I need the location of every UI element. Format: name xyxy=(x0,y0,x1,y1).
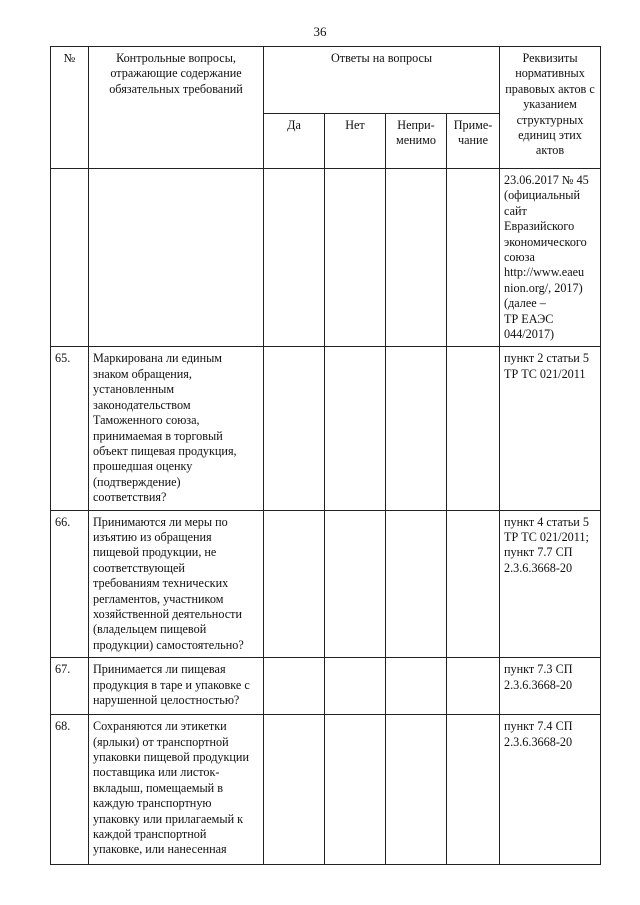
ref-line: Евразийского xyxy=(504,219,575,234)
question-line: регламентов, участником xyxy=(93,591,224,606)
question-line: Принимается ли пищевая xyxy=(93,662,226,677)
answer-na-cell[interactable] xyxy=(386,510,447,658)
answer-yes-cell[interactable] xyxy=(264,347,325,510)
ref-line: http://www.eaeu xyxy=(504,265,585,280)
answer-no-cell[interactable] xyxy=(325,510,386,658)
answer-na-cell[interactable] xyxy=(386,658,447,715)
row-number: 68. xyxy=(51,715,89,865)
ref-line: сайт xyxy=(504,203,527,218)
table-row xyxy=(51,347,601,510)
answer-no-cell[interactable] xyxy=(325,169,386,347)
ref-line: 2.3.6.3668-20 xyxy=(504,734,573,749)
row-number: 65. xyxy=(51,347,89,510)
answer-no-cell[interactable] xyxy=(325,347,386,510)
table-row xyxy=(51,658,601,715)
answer-no-cell[interactable] xyxy=(325,658,386,715)
header-no: Нет xyxy=(325,114,386,169)
answer-na-cell[interactable] xyxy=(386,347,447,510)
ref-line: пункт 7.3 СП xyxy=(504,662,573,677)
header-yes: Да xyxy=(264,114,325,169)
answer-na-cell[interactable] xyxy=(386,169,447,347)
question-line: объект пищевая продукция, xyxy=(93,443,237,458)
question-line: Таможенного союза, xyxy=(93,413,200,428)
answer-yes-cell[interactable] xyxy=(264,715,325,865)
row-ref xyxy=(500,347,601,510)
question-line: пищевой продукции, не xyxy=(93,545,217,560)
ref-line: пункт 7.7 СП xyxy=(504,545,573,560)
question-line-text: Маркирована ли единым xyxy=(93,351,222,366)
table-row xyxy=(51,169,601,347)
ref-line: 2.3.6.3668-20 xyxy=(504,677,573,692)
question-line: законодательством xyxy=(93,397,191,412)
row-ref xyxy=(500,510,601,658)
answer-note-cell[interactable] xyxy=(447,658,500,715)
row-ref xyxy=(500,715,601,865)
ref-line: ТР ЕАЭС xyxy=(504,311,554,326)
ref-line: 2.3.6.3668-20 xyxy=(504,560,573,575)
answer-no-cell[interactable] xyxy=(325,715,386,865)
ref-line: 044/2017) xyxy=(504,327,555,342)
answer-note-cell[interactable] xyxy=(447,510,500,658)
ref-line: пункт 7.4 СП xyxy=(504,719,573,734)
question-line: (подтверждение) xyxy=(93,474,181,489)
question-line: каждой транспортной xyxy=(93,827,207,842)
question-line: каждую транспортную xyxy=(93,796,212,811)
ref-line: пункт 2 статьи 5 xyxy=(504,351,589,366)
row-ref xyxy=(500,169,601,347)
question-line: принимаемая в торговый xyxy=(93,428,223,443)
ref-line: ТР ТС 021/2011 xyxy=(504,366,586,381)
checklist-table xyxy=(50,46,601,865)
question-line: требованиям технических xyxy=(93,576,229,591)
row-ref xyxy=(500,658,601,715)
row-question xyxy=(89,169,264,347)
header-not-applicable: Непри-менимо xyxy=(386,114,447,169)
question-line xyxy=(93,351,259,366)
header-note: Приме-чание xyxy=(447,114,500,169)
question-line: (ярлыки) от транспортной xyxy=(93,734,229,749)
question-line: поставщика или листок- xyxy=(93,765,220,780)
answer-na-cell[interactable] xyxy=(386,715,447,865)
answer-note-cell[interactable] xyxy=(447,715,500,865)
question-line: упаковки пищевой продукции xyxy=(93,750,249,764)
question-line: соответствия? xyxy=(93,490,167,505)
question-line: Сохраняются ли этикетки xyxy=(93,719,227,734)
ref-line: 23.06.2017 № 45 xyxy=(504,173,589,187)
row-question xyxy=(89,715,264,865)
question-line: соответствующей xyxy=(93,560,185,575)
ref-line: союза xyxy=(504,250,535,265)
row-number: 67. xyxy=(51,658,89,715)
question-line: продукция в таре и упаковке с xyxy=(93,677,250,692)
question-line: изъятию из обращения xyxy=(93,529,212,544)
row-question xyxy=(89,510,264,658)
header-number: № xyxy=(51,47,89,169)
question-line: хозяйственной деятельности xyxy=(93,606,242,621)
table-row xyxy=(51,715,601,865)
row-question xyxy=(89,658,264,715)
answer-yes-cell[interactable] xyxy=(264,658,325,715)
ref-line: экономического xyxy=(504,234,587,249)
answer-yes-cell[interactable] xyxy=(264,510,325,658)
row-number: 66. xyxy=(51,510,89,658)
question-line: знаком обращения, xyxy=(93,366,192,381)
question-line: Принимаются ли меры по xyxy=(93,514,228,529)
answer-yes-cell[interactable] xyxy=(264,169,325,347)
question-line: прошедшая оценку xyxy=(93,459,193,474)
question-line: (владельцем пищевой xyxy=(93,622,207,637)
header-question: Контрольные вопросы, отражающие содержание обязательных требований xyxy=(89,47,264,169)
table-row xyxy=(51,510,601,658)
ref-line: (официальный xyxy=(504,188,581,203)
row-question xyxy=(89,347,264,510)
row-number xyxy=(51,169,89,347)
ref-line: ТР ТС 021/2011; xyxy=(504,529,589,544)
page-number: 36 xyxy=(313,24,327,39)
header-answers: Ответы на вопросы xyxy=(264,47,500,114)
header-refs: Реквизиты нормативных правовых актов с указанием структурных единиц этих актов xyxy=(500,47,601,169)
question-line: упаковку или прилагаемый к xyxy=(93,811,244,826)
question-line: вкладыш, помещаемый в xyxy=(93,780,223,795)
question-line: нарушенной целостностью? xyxy=(93,693,240,707)
ref-line: (далее – xyxy=(504,296,546,311)
answer-note-cell[interactable] xyxy=(447,347,500,510)
ref-line: пункт 4 статьи 5 xyxy=(504,514,589,529)
question-line: упаковке, или нанесенная xyxy=(93,842,227,857)
question-line: установленным xyxy=(93,382,175,397)
question-line: продукции) самостоятельно? xyxy=(93,637,244,652)
answer-note-cell[interactable] xyxy=(447,169,500,347)
ref-line: nion.org/, 2017) xyxy=(504,280,583,295)
